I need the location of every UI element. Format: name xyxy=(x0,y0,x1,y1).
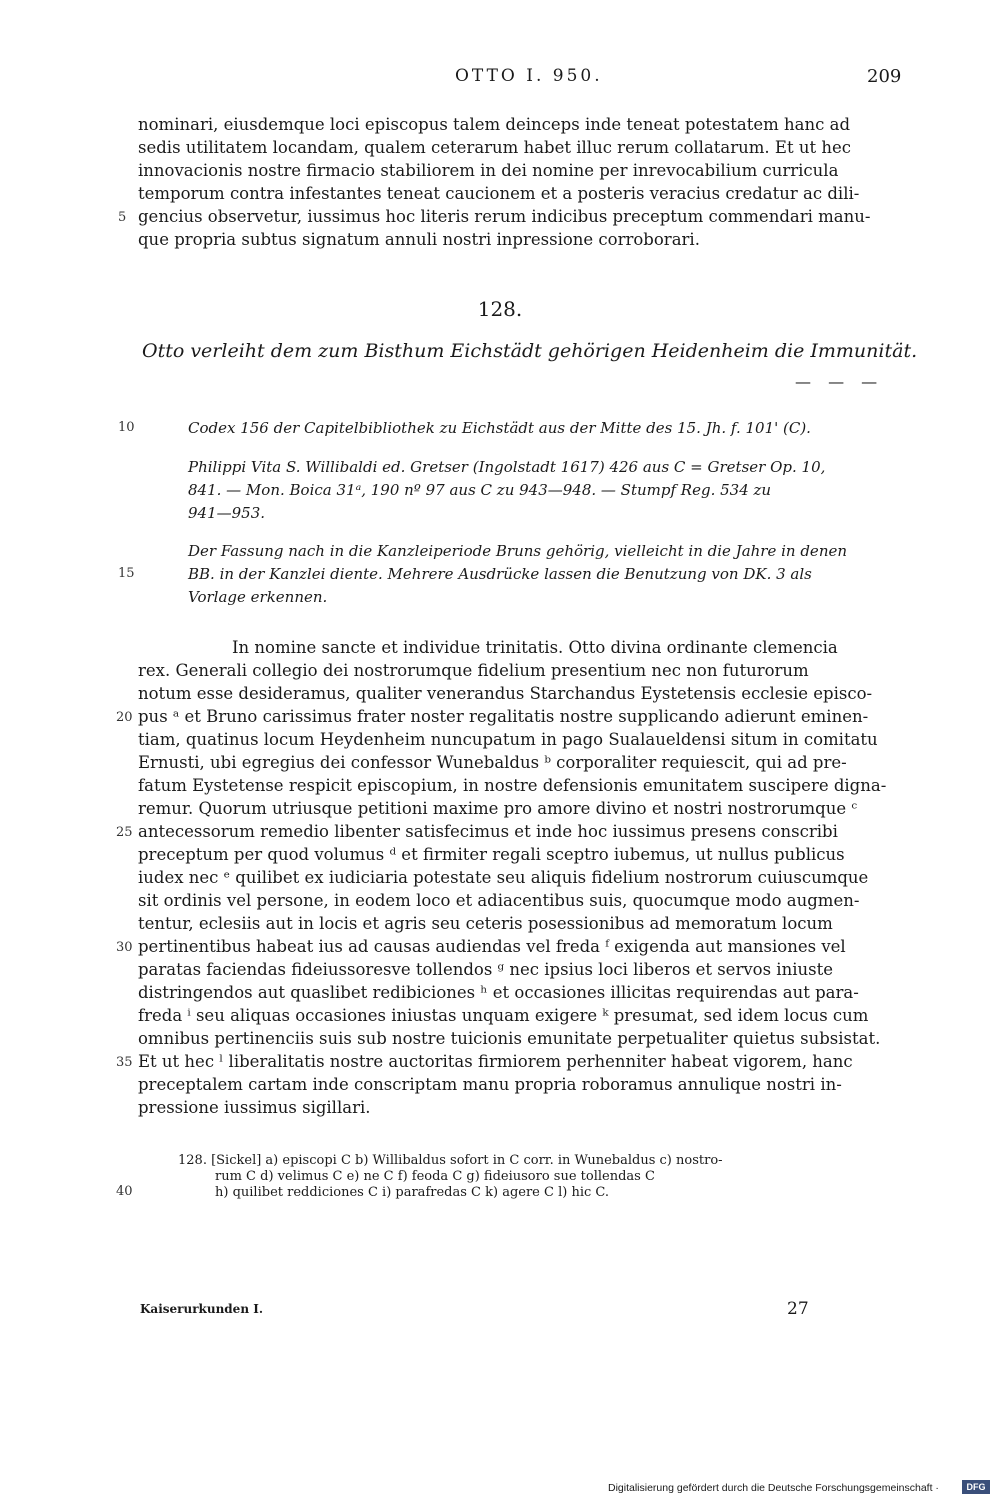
text-line: Ernusti, ubi egregius dei confessor Wunebaldus ᵇ corporaliter requiescit, qui ad pre- xyxy=(138,753,847,772)
text-line: paratas faciendas fideiussoresve tollendos ᵍ nec ipsius loci liberos et servos iniuste xyxy=(138,960,833,979)
text-line: pertinentibus habeat ius ad causas audiendas vel freda ᶠ exigenda aut mansiones vel xyxy=(138,937,846,956)
source-edition: 841. — Mon. Boica 31ᵃ, 190 nº 97 aus C zu 943—948. — Stumpf Reg. 534 zu xyxy=(188,481,772,499)
source-codex: Codex 156 der Capitelbibliothek zu Eichstädt aus der Mitte des 15. Jh. f. 101' (C). xyxy=(188,419,811,437)
source-remark: BB. in der Kanzlei diente. Mehrere Ausdrücke lassen die Benutzung von DK. 3 als xyxy=(188,565,812,583)
page-number: 209 xyxy=(867,66,902,87)
dfg-logo: DFG xyxy=(962,1480,990,1494)
source-remark: Vorlage erkennen. xyxy=(188,588,328,606)
footnote-line: h) quilibet reddiciones C i) parafredas C k) agere C l) hic C. xyxy=(215,1185,609,1200)
source-edition: Philippi Vita S. Willibaldi ed. Gretser (Ingolstadt 1617) 426 aus C = Gretser Op. 10, xyxy=(188,458,826,476)
intro-line: innovacionis nostre firmacio stabiliorem in dei nomine per inrevocabilium curricula xyxy=(138,161,839,180)
running-header xyxy=(0,66,1000,90)
sheet-signature: 27 xyxy=(787,1299,809,1319)
intro-line: temporum contra infestantes teneat caucionem et a posteris veracius credatur ac dili- xyxy=(138,184,860,203)
text-line: pus ᵃ et Bruno carissimus frater noster regalitatis nostre supplicando adierunt eminen- xyxy=(138,707,869,726)
text-line: tiam, quatinus locum Heydenheim nuncupatum in pago Sualaueldensi situm in comitatu xyxy=(138,730,878,749)
text-line: preceptalem cartam inde conscriptam manu propria roboramus annulique nostri in- xyxy=(138,1075,842,1094)
text-line: Et ut hec ˡ liberalitatis nostre auctoritas firmiorem perhenniter habeat vigorem, hanc xyxy=(138,1052,853,1071)
line-number: 40 xyxy=(116,1184,133,1199)
document-title: Otto verleiht dem zum Bisthum Eichstädt gehörigen Heidenheim die Immunität. xyxy=(142,340,918,362)
footnote-line: rum C d) velimus C e) ne C f) feoda C g) fideiusoro sue tollendas C xyxy=(215,1169,655,1184)
text-line: iudex nec ᵉ quilibet ex iudiciaria potestate seu aliquis fidelium nostrorum cuiuscumque xyxy=(138,868,869,887)
line-number: 10 xyxy=(118,420,135,435)
text-line: antecessorum remedio libenter satisfecimus et inde hoc iussimus presens conscribi xyxy=(138,822,838,841)
line-number: 35 xyxy=(116,1055,133,1070)
running-title: OTTO I. 950. xyxy=(455,66,603,86)
text-line: pressione iussimus sigillari. xyxy=(138,1098,371,1117)
intro-line: sedis utilitatem locandam, qualem ceterarum habet illuc rerum collatarum. Et ut hec xyxy=(138,138,851,157)
line-number: 5 xyxy=(118,210,127,225)
text-line: rex. Generali collegio dei nostrorumque fidelium presentium nec non futurorum xyxy=(138,661,809,680)
line-number: 15 xyxy=(118,566,135,581)
text-line: preceptum per quod volumus ᵈ et firmiter regali sceptro iubemus, ut nullus publicus xyxy=(138,845,845,864)
text-line: In nomine sancte et individue trinitatis. Otto divina ordinante clemencia xyxy=(232,638,838,657)
document-number: 128. xyxy=(477,297,523,321)
intro-line: que propria subtus signatum annuli nostri inpressione corroborari. xyxy=(138,230,700,249)
intro-line: gencius observetur, iussimus hoc literis rerum indicibus preceptum commendari manu- xyxy=(138,207,871,226)
source-edition: 941—953. xyxy=(188,504,266,522)
source-remark: Der Fassung nach in die Kanzleiperiode Bruns gehörig, vielleicht in die Jahre in denen xyxy=(188,542,848,560)
series-signature: Kaiserurkunden I. xyxy=(140,1302,264,1316)
digitization-credit: Digitalisierung gefördert durch die Deutsche Forschungsgemeinschaft · xyxy=(608,1482,939,1494)
text-line: fatum Eystetense respicit episcopium, in nostre defensionis emunitatem suscipere digna- xyxy=(138,776,887,795)
line-number: 20 xyxy=(116,710,133,725)
footnote-line: 128. [Sickel] a) episcopi C b) Willibaldus sofort in C corr. in Wunebaldus c) nostro- xyxy=(178,1153,723,1168)
text-line: distringendos aut quaslibet redibiciones ʰ et occasiones illicitas requirendas aut para- xyxy=(138,983,859,1002)
text-line: omnibus pertinenciis suis sub nostre tuicionis emunitate perpetualiter quietus subsistat. xyxy=(138,1029,881,1048)
text-line: freda ⁱ seu aliquas occasiones iniustas unquam exigere ᵏ presumat, sed idem locus cum xyxy=(138,1006,869,1025)
text-line: remur. Quorum utriusque petitioni maxime pro amore divino et nostri nostrorumque ᶜ xyxy=(138,799,858,818)
text-line: sit ordinis vel persone, in eodem loco et adiacentibus suis, quocumque modo augmen- xyxy=(138,891,860,910)
line-number: 25 xyxy=(116,825,133,840)
text-line: notum esse desideramus, qualiter venerandus Starchandus Eystetensis ecclesie episco- xyxy=(138,684,873,703)
line-number: 30 xyxy=(116,940,133,955)
title-dashes: — — — xyxy=(795,372,884,391)
text-line: tentur, eclesiis aut in locis et agris seu ceteris posessionibus ad memoratum locum xyxy=(138,914,833,933)
intro-line: nominari, eiusdemque loci episcopus talem deinceps inde teneat potestatem hanc ad xyxy=(138,115,851,134)
